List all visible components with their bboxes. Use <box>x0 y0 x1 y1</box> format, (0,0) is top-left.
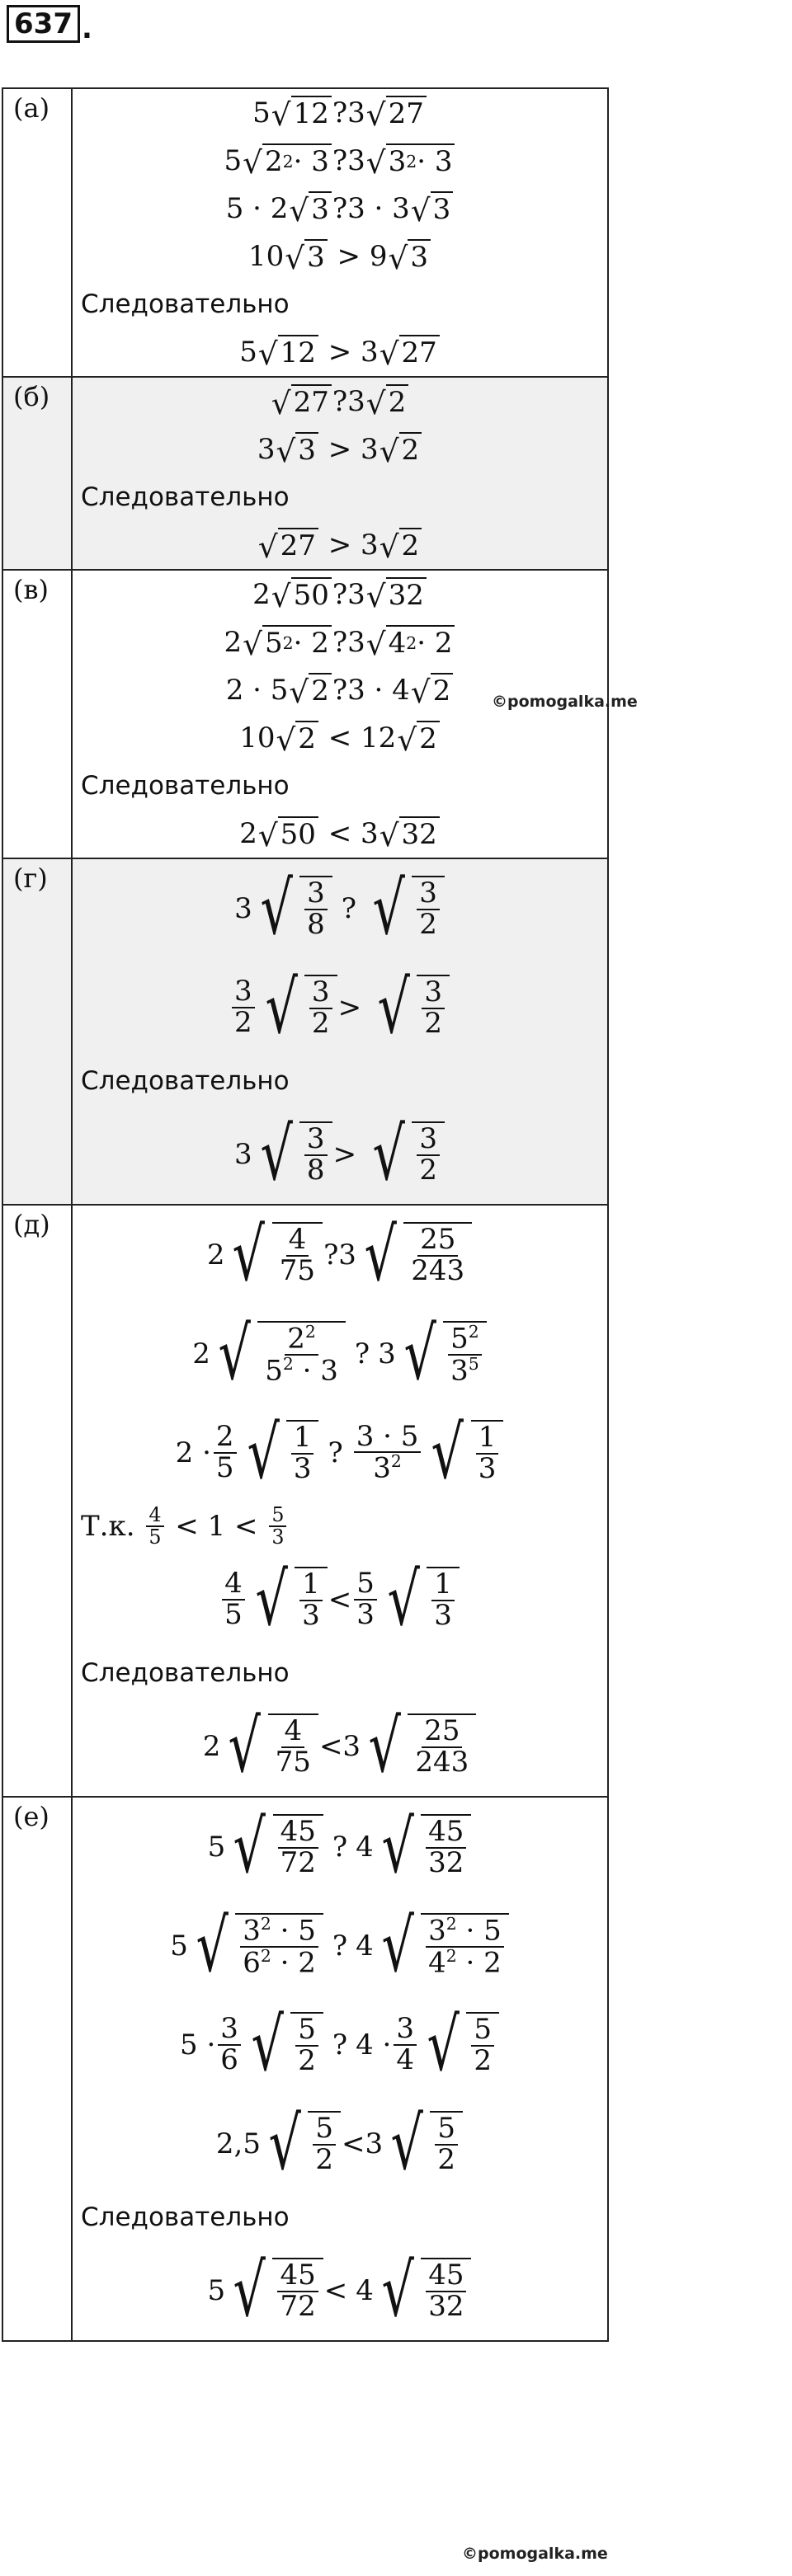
solution-table <box>2 89 609 2342</box>
math-line: 2 √ 50 ?3 √ 32 <box>81 571 599 618</box>
math-line: 2 √ $\frac{4}{75}$ <3 √ $\frac{25}{243}$ <box>81 1697 599 1796</box>
math-line: 3 √ $\frac{3}{8}$ > √ $\frac{3}{2}$ <box>81 1105 599 1204</box>
math-line: 5 √ 12 > 3 √ 27 <box>81 328 599 376</box>
problem-header <box>7 5 92 43</box>
math-line: 2 √ 5 2 · 2 ?3 √ 4 2 · 2 <box>81 618 599 666</box>
conclusion-word: Следовательно <box>81 771 290 801</box>
section-d <box>2 1204 609 1798</box>
math-line: 2 · $\frac{2}{5}$ √ $\frac{1}{3}$ ? $\frac{3 \cdot 5}{3^2}$ √ $\frac{1}{3}$ <box>81 1403 599 1502</box>
watermark: ©pomogalka.me <box>462 2545 608 2563</box>
math-line: 2 · 5 √ 2 ?3 · 4 √ 2 <box>81 666 599 714</box>
math-line: $\frac{4}{5}$ √ $\frac{1}{3}$ < $\frac{5}{3}$ √ $\frac{1}{3}$ <box>81 1550 599 1649</box>
math-line: 5 · 2 √ 3 ?3 · 3 √ 3 <box>81 185 599 233</box>
section-label: (г) <box>3 859 73 1204</box>
conclusion-word: Следовательно <box>81 1066 290 1096</box>
section-e <box>2 1796 609 2342</box>
conclusion-word: Следовательно <box>81 2202 290 2232</box>
math-line: 5 √ 2 2 · 3 ?3 √ 3 2 · 3 <box>81 137 599 185</box>
section-b <box>2 376 609 571</box>
problem-number-dot: . <box>81 12 92 45</box>
math-line: √ 27 ?3 √ 2 <box>81 378 599 425</box>
math-line: $\frac{3}{2}$ √ $\frac{3}{2}$ > √ $\frac{3}{2}$ <box>81 958 599 1057</box>
conclusion-word: Следовательно <box>81 289 290 319</box>
section-label: (е) <box>3 1798 73 2340</box>
math-line: 3 √ $\frac{3}{8}$ ? √ $\frac{3}{2}$ <box>81 859 599 958</box>
math-line: 3 √ 3 > 3 √ 2 <box>81 425 599 473</box>
section-label: (а) <box>3 89 73 376</box>
math-line: 2 √ $\frac{4}{75}$ ?3 √ $\frac{25}{243}$ <box>81 1206 599 1304</box>
section-label: (б) <box>3 378 73 569</box>
math-line: 5 √ $\frac{45}{72}$ ? 4 √ $\frac{45}{32}$ <box>81 1798 599 1897</box>
math-line: 5 · $\frac{3}{6}$ √ $\frac{5}{2}$ ? 4 · $\frac{3}{4}$ √ $\frac{5}{2}$ <box>81 1995 599 2094</box>
math-line: 2,5 √ $\frac{5}{2}$ <3 √ $\frac{5}{2}$ <box>81 2094 599 2193</box>
section-a <box>2 87 609 378</box>
math-line: 2 √ $\frac{2^2}{5^2 \cdot 3}$ ? 3 √ $\frac{5^2}{3^5}$ <box>81 1304 599 1403</box>
math-line: 5 √ $\frac{3^2 \cdot 5}{6^2 \cdot 2}$ ? 4 √ $\frac{3^2 \cdot 5}{4^2 \cdot 2}$ <box>81 1897 599 1995</box>
section-label: (в) <box>3 571 73 858</box>
problem-number: 637 <box>7 5 80 43</box>
section-label: (д) <box>3 1206 73 1796</box>
math-line: 10 √ 2 < 12 √ 2 <box>81 714 599 762</box>
conclusion-word: Следовательно <box>81 1658 290 1688</box>
math-line: Т.к. $\frac{4}{5}$ < 1 < $\frac{5}{3}$ <box>81 1502 599 1550</box>
math-line: 2 √ 50 < 3 √ 32 <box>81 810 599 858</box>
section-v <box>2 569 609 859</box>
conclusion-word: Следовательно <box>81 482 290 512</box>
section-g <box>2 858 609 1206</box>
math-line: 5 √ 12 ?3 √ 27 <box>81 89 599 137</box>
math-line: √ 27 > 3 √ 2 <box>81 521 599 569</box>
math-line: 10 √ 3 > 9 √ 3 <box>81 233 599 280</box>
math-line: 5 √ $\frac{45}{72}$ < 4 √ $\frac{45}{32}$ <box>81 2241 599 2340</box>
watermark: ©pomogalka.me <box>492 693 638 711</box>
